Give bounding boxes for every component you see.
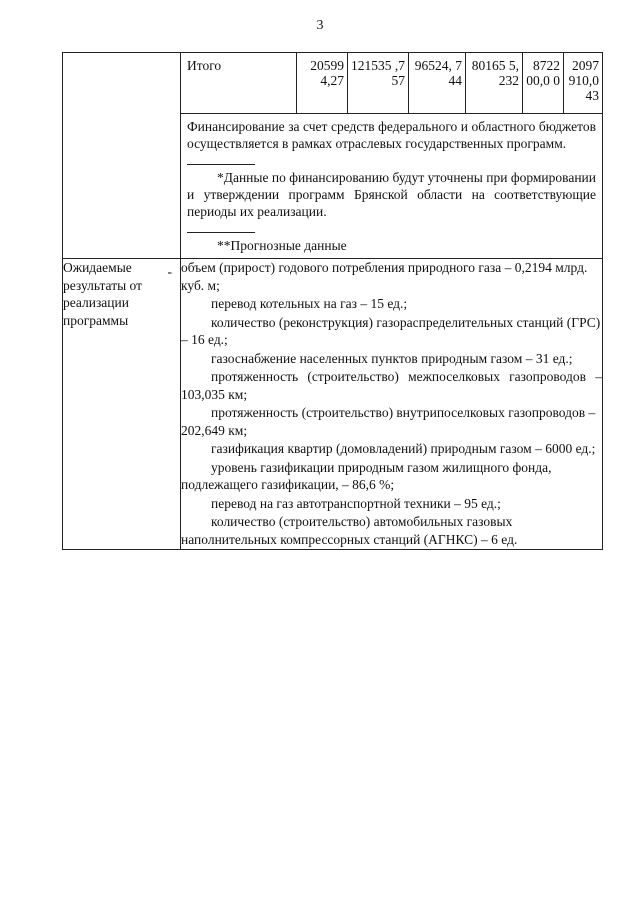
result-item: количество (строительство) автомобильных газовых наполнительных компрессорных станций (АГНКС) – 6 ед. [181,514,518,547]
totals-value: 2097 910,0 43 [564,53,603,113]
financing-notes [181,113,602,258]
results-label-cell [63,259,181,550]
page-number: 3 [316,18,324,33]
results-label: Ожидаемые результаты от реализации программы [63,260,143,328]
result-item: объем (прирост) годового потребления природного газа – 0,2194 млрд. куб. м; [181,260,588,293]
empty-left-cell [63,53,181,259]
result-item: протяженность (строительство) внутрипоселковых газопроводов – 202,649 км; [181,405,596,438]
totals-value: 121535 ,757 [348,53,409,113]
totals-value: 96524, 744 [409,53,466,113]
result-item: перевод на газ автотранспортной техники – 95 ед.; [211,495,501,511]
totals-value: 8722 00,0 0 [523,53,564,113]
financing-cell [181,53,603,259]
totals-table [181,53,602,113]
totals-row [181,53,602,113]
totals-value: 80165 5,232 [466,53,523,113]
totals-value: 20599 4,27 [297,53,348,113]
result-item: газификация квартир (домовладений) природным газом – 6000 ед.; [211,441,596,456]
results-list-cell [181,259,603,550]
result-item: перевод котельных на газ – 15 ед.; [211,296,408,311]
result-item: уровень газификации природным газом жилищного фонда, подлежащего газификации, – 86,6 %; [181,459,552,492]
result-item: газоснабжение населенных пунктов природным газом – 31 ед.; [211,350,573,366]
footnote-divider [187,164,255,165]
footnote-1: *Данные по финансированию будут уточнены при формировании и утверждении программ Брянской области на соответствующие периоды их реализации. [187,170,596,219]
totals-label: Итого [187,58,222,73]
result-item: количество (реконструкция) газораспределительных станций (ГРС) – 16 ед.; [181,314,601,347]
results-row [63,259,603,550]
financing-row [63,53,603,259]
passport-table [62,52,603,550]
footnote-2: **Прогнозные данные [217,238,347,253]
label-dash: - [167,264,172,279]
footnote-divider [187,232,255,233]
result-item: протяженность (строительство) межпоселковых газопроводов – 103,035 км; [181,369,602,402]
financing-text: Финансирование за счет средств федерального и областного бюджетов осуществляется в рамках отраслевых государственных программ. [187,119,596,151]
